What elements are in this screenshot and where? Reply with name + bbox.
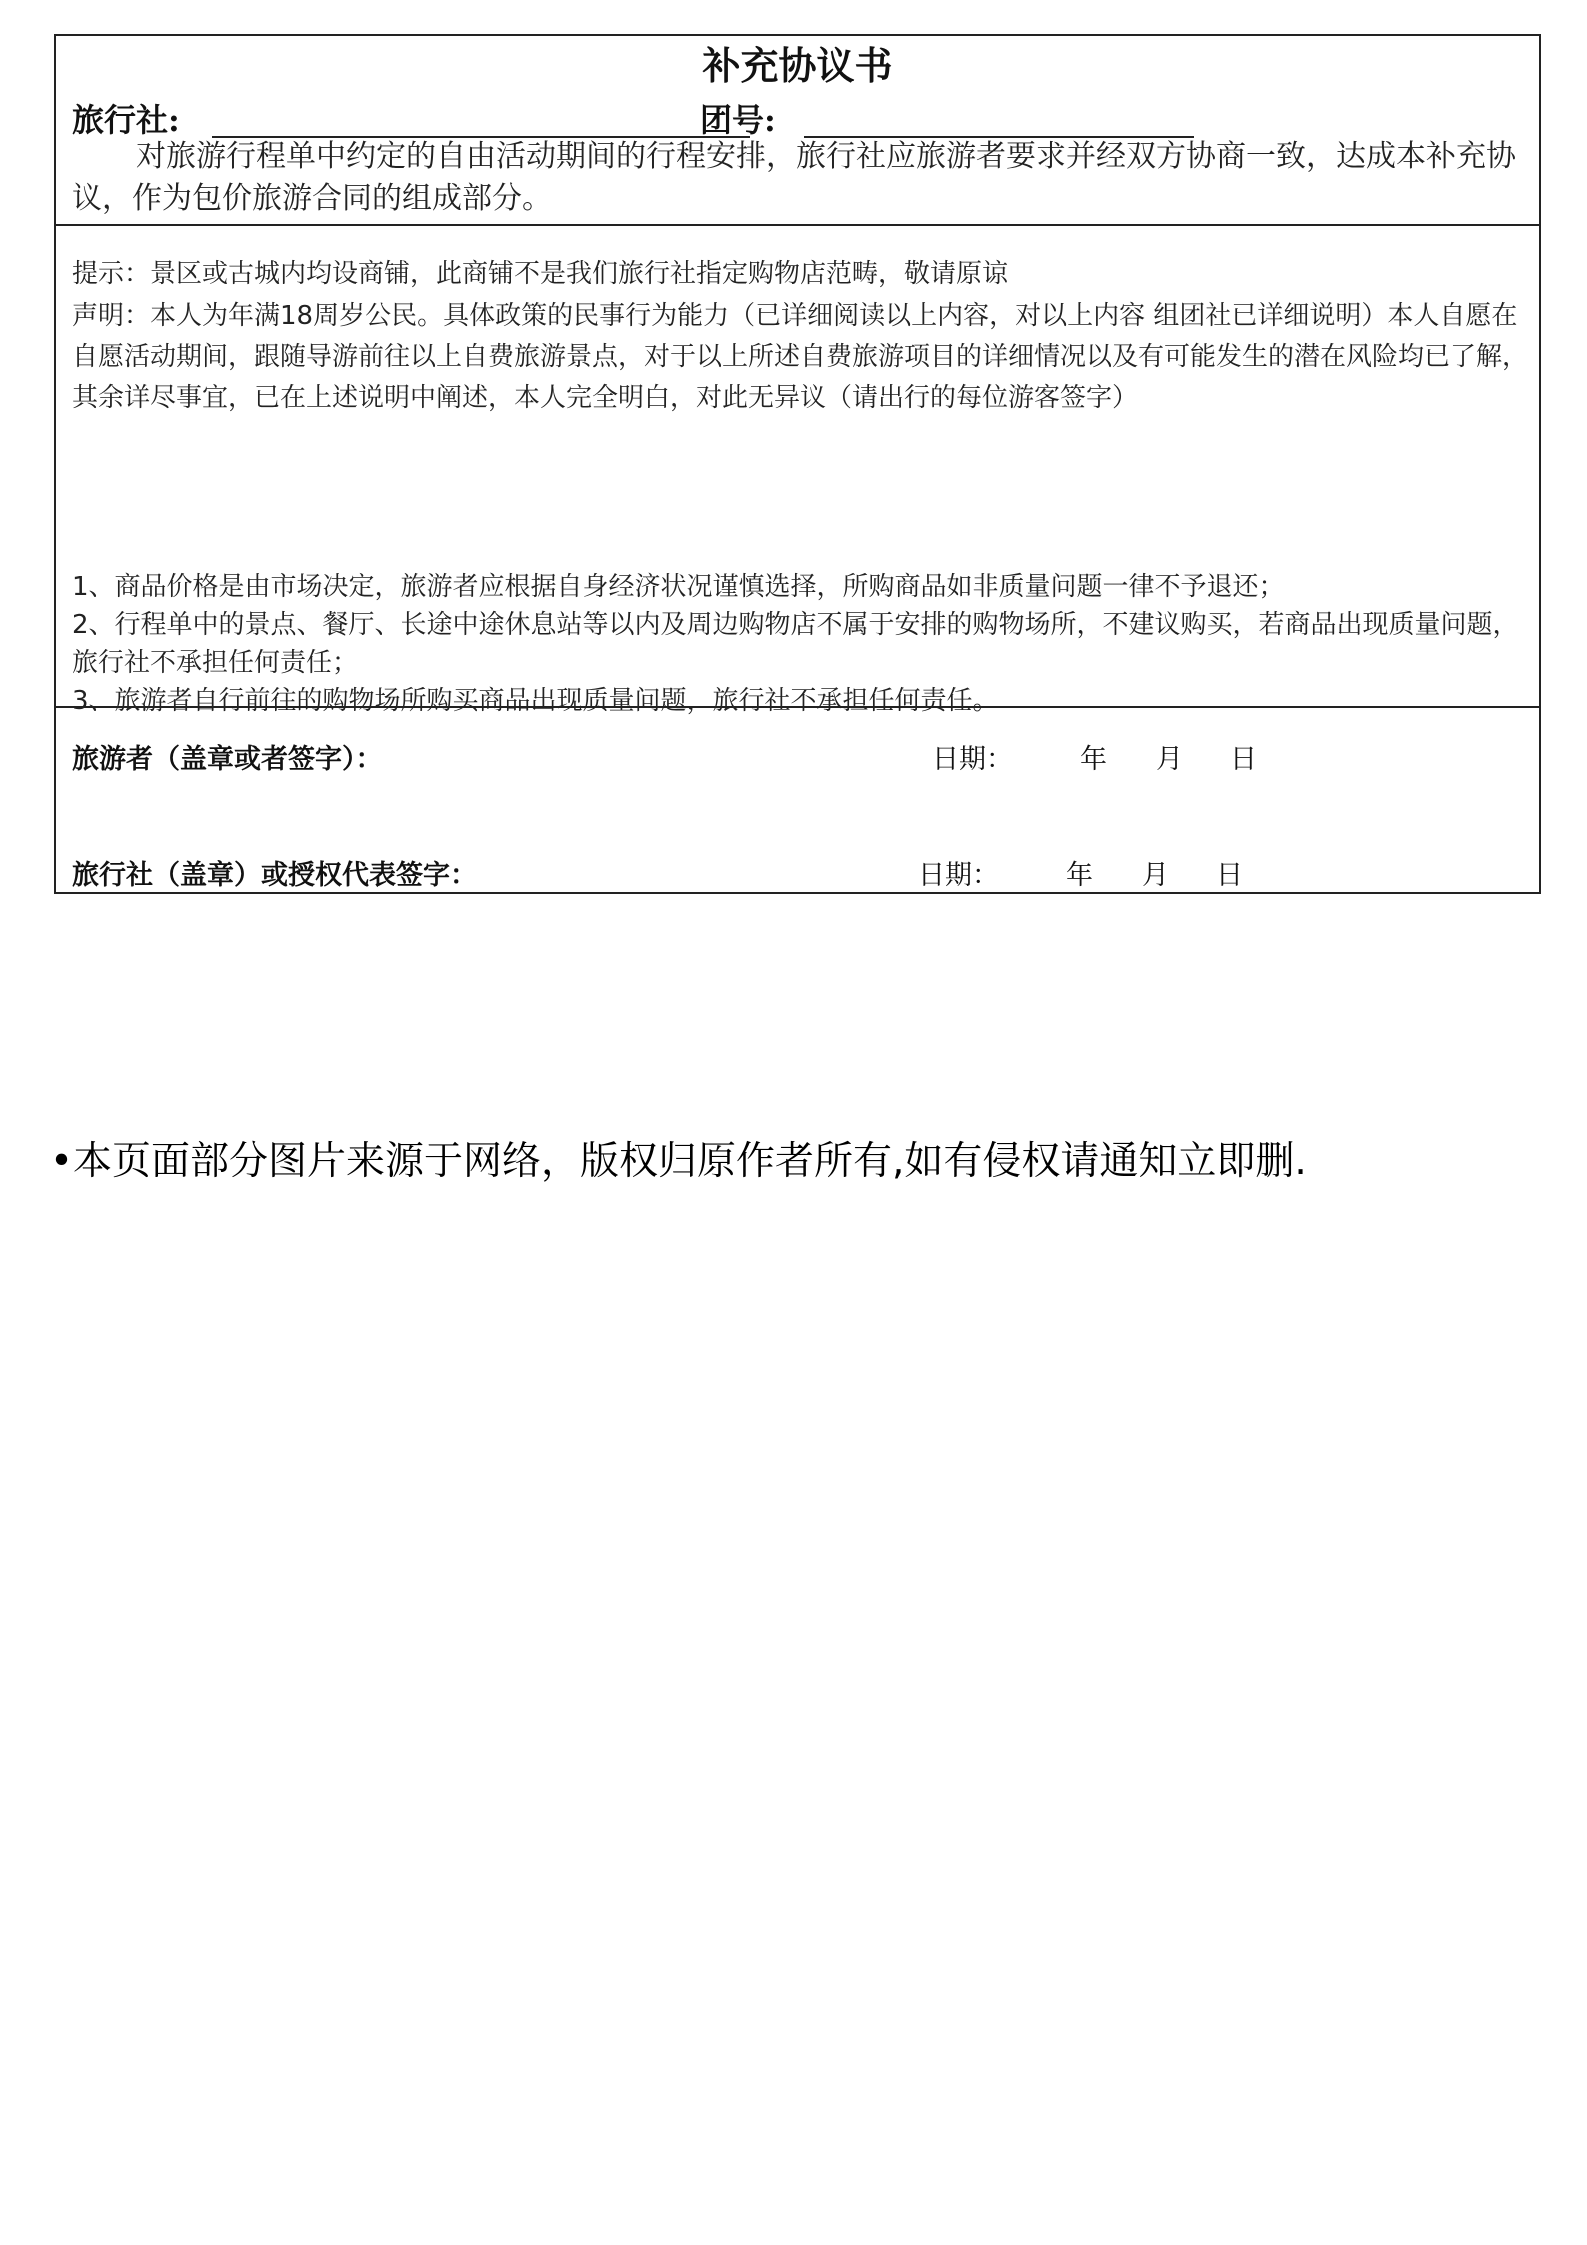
agency-month-unit: 月: [1142, 860, 1169, 891]
agency-day-unit: 日: [1216, 860, 1243, 891]
shop-hint: 提示：景区或古城内均设商铺，此商铺不是我们旅行社指定购物店范畴，敬请原谅: [72, 259, 1009, 289]
agency-signature-row: [72, 854, 1532, 898]
rule-item: 1、商品价格是由市场决定，旅游者应根据自身经济状况谨慎选择，所购商品如非质量问题一律不予退还；: [72, 572, 1285, 602]
traveler-year-unit: 年: [1080, 744, 1107, 775]
rule-item: 3、旅游者自行前往的购物场所购买商品出现质量问题，旅行社不承担任何责任。: [72, 686, 999, 716]
notice-section: [56, 226, 1539, 716]
traveler-day-unit: 日: [1230, 744, 1257, 775]
agreement-header: [56, 36, 1539, 226]
agency-label: 旅行社:: [72, 101, 180, 139]
agreement-intro: 对旅游行程单中约定的自由活动期间的行程安排，旅行社应旅游者要求并经双方协商一致，达成本补充协议，作为包价旅游合同的组成部分。: [72, 139, 1516, 216]
traveler-declaration: 声明：本人为年满18周岁公民。具体政策的民事行为能力（已详细阅读以上内容，对以上内容 组团社已详细说明）本人自愿在自愿活动期间，跟随导游前往以上自费旅游景点，对于以上所述自费旅游项目的详细情况以及有可能发生的潜在风险均已了解，其余详尽事宜，已在上述说明中阐述，本人完全明白，对此无异议（请出行的每位游客签字）: [72, 301, 1529, 413]
traveler-signature-row: [72, 738, 1532, 782]
agency-signature-label: 旅行社（盖章）或授权代表签字：: [72, 860, 477, 891]
agency-year-unit: 年: [1066, 860, 1093, 891]
agency-date-label: 日期：: [918, 860, 999, 891]
supplementary-agreement-form: [54, 34, 1541, 894]
agreement-title: 补充协议书: [702, 43, 893, 88]
copyright-notice: •本页面部分图片来源于网络，版权归原作者所有,如有侵权请通知立即删.: [50, 1139, 1307, 1184]
traveler-date-label: 日期：: [932, 744, 1013, 775]
group-number-label: 团号:: [700, 101, 776, 139]
traveler-month-unit: 月: [1156, 744, 1183, 775]
signature-section: [56, 708, 1539, 894]
rule-item: 2、行程单中的景点、餐厅、长途中途休息站等以内及周边购物店不属于安排的购物场所，不建议购买，若商品出现质量问题，旅行社不承担任何责任；: [72, 610, 1519, 678]
traveler-signature-label: 旅游者（盖章或者签字）：: [72, 744, 383, 775]
shopping-rules: [72, 568, 1534, 720]
agency-group-row: [72, 92, 1532, 142]
